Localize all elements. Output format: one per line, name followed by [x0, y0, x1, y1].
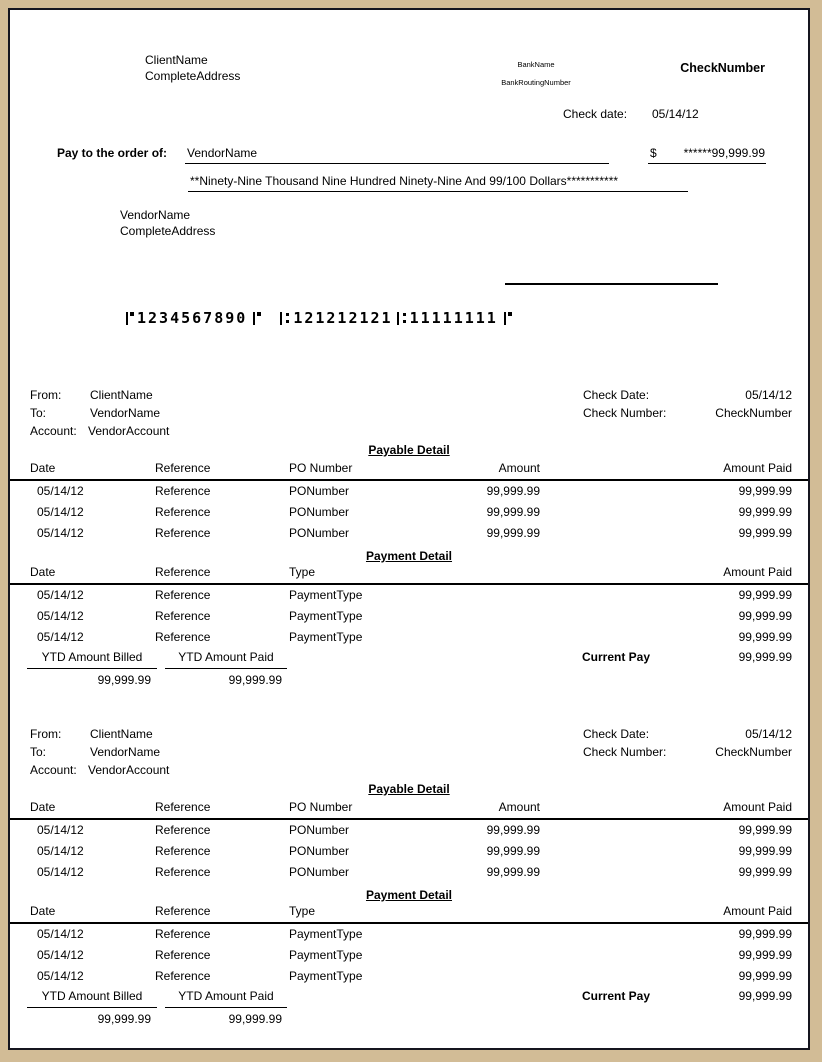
to-value: VendorName	[90, 406, 161, 420]
micr-check-digits: 11111111	[409, 309, 498, 327]
payment-row-type: PaymentType	[289, 948, 363, 962]
pay-to-order-label: Pay to the order of:	[57, 146, 168, 160]
current-pay-value: 99,999.99	[738, 989, 792, 1003]
payment-row-type: PaymentType	[289, 927, 363, 941]
account-label: Account:	[30, 424, 77, 438]
col-header-date: Date	[30, 904, 56, 918]
from-label: From:	[30, 727, 62, 741]
payment-row-date: 05/14/12	[37, 630, 84, 644]
col-header-date: Date	[30, 800, 56, 814]
payment-row-type: PaymentType	[289, 630, 363, 644]
signature-line	[505, 283, 718, 285]
ytd-amount-billed-value: 99,999.99	[97, 1012, 151, 1026]
to-label: To:	[30, 406, 47, 420]
col-header-reference: Reference	[155, 904, 211, 918]
amount-in-words: **Ninety-Nine Thousand Nine Hundred Ninety-Nine And 99/100 Dollars***********	[190, 174, 619, 188]
stub-check-date-label: Check Date:	[583, 388, 650, 402]
payee-address-line: CompleteAddress	[120, 224, 216, 238]
payee-name: VendorName	[187, 146, 258, 160]
payment-row-date: 05/14/12	[37, 969, 84, 983]
payable-row-paid: 99,999.99	[738, 844, 792, 858]
account-value: VendorAccount	[88, 424, 170, 438]
client-name: ClientName	[145, 53, 208, 67]
payable-row-amount: 99,999.99	[486, 526, 540, 540]
payment-row-date: 05/14/12	[37, 948, 84, 962]
payable-row-po: PONumber	[289, 865, 350, 879]
check-number: CheckNumber	[680, 61, 765, 75]
col-header-amount-paid: Amount Paid	[723, 565, 792, 579]
payable-row-po: PONumber	[289, 484, 350, 498]
col-header-reference: Reference	[155, 565, 211, 579]
header-divider-line	[10, 818, 808, 820]
micr-onus-icon	[250, 312, 261, 325]
payable-row-paid: 99,999.99	[738, 526, 792, 540]
current-pay-label: Current Pay	[582, 989, 651, 1003]
payable-row-date: 05/14/12	[37, 823, 84, 837]
col-header-type: Type	[289, 565, 316, 579]
stub-check-date-value: 05/14/12	[745, 727, 792, 741]
client-address: CompleteAddress	[145, 69, 241, 83]
payee-underline	[185, 163, 609, 164]
check-date-label: Check date:	[563, 107, 628, 121]
payable-row-po: PONumber	[289, 844, 350, 858]
header-divider-line	[10, 479, 808, 481]
payable-row-amount: 99,999.99	[486, 844, 540, 858]
account-label: Account:	[30, 763, 77, 777]
from-value: ClientName	[90, 727, 153, 741]
col-header-amount-paid: Amount Paid	[723, 904, 792, 918]
payment-row-type: PaymentType	[289, 969, 363, 983]
col-header-date: Date	[30, 565, 56, 579]
payable-row-paid: 99,999.99	[738, 505, 792, 519]
payable-row-paid: 99,999.99	[738, 484, 792, 498]
col-header-amount: Amount	[498, 461, 540, 475]
payment-row-type: PaymentType	[289, 609, 363, 623]
payment-row-reference: Reference	[155, 630, 211, 644]
col-header-amount-paid: Amount Paid	[723, 461, 792, 475]
payment-row-paid: 99,999.99	[738, 609, 792, 623]
account-value: VendorAccount	[88, 763, 170, 777]
payable-row-paid: 99,999.99	[738, 823, 792, 837]
stub-check-date-value: 05/14/12	[745, 388, 792, 402]
current-pay-value: 99,999.99	[738, 650, 792, 664]
payable-row-amount: 99,999.99	[486, 865, 540, 879]
micr-routing-digits: 121212121	[293, 309, 393, 327]
ytd-amount-paid-value: 99,999.99	[228, 673, 282, 687]
payment-row-reference: Reference	[155, 927, 211, 941]
payment-row-paid: 99,999.99	[738, 588, 792, 602]
micr-transit-icon	[396, 312, 407, 325]
payable-detail-title: Payable Detail	[368, 443, 450, 457]
col-header-amount-paid: Amount Paid	[723, 800, 792, 814]
stub-check-number-value: CheckNumber	[715, 745, 792, 759]
payment-row-date: 05/14/12	[37, 609, 84, 623]
remittance-stub	[10, 388, 808, 690]
col-header-reference: Reference	[155, 461, 211, 475]
stub-check-number-label: Check Number:	[583, 406, 667, 420]
to-label: To:	[30, 745, 47, 759]
payable-row-date: 05/14/12	[37, 844, 84, 858]
payment-row-reference: Reference	[155, 609, 211, 623]
stub-check-number-value: CheckNumber	[715, 406, 792, 420]
header-divider-line	[10, 583, 808, 585]
from-value: ClientName	[90, 388, 153, 402]
amount-words-underline	[188, 191, 688, 192]
micr-transit-icon	[279, 312, 290, 325]
col-header-date: Date	[30, 461, 56, 475]
remittance-stub	[10, 727, 808, 1029]
col-header-po-number: PO Number	[289, 800, 353, 814]
payable-row-reference: Reference	[155, 844, 211, 858]
bank-name: BankName	[517, 60, 555, 69]
payment-row-paid: 99,999.99	[738, 630, 792, 644]
payable-row-reference: Reference	[155, 823, 211, 837]
ytd-amount-paid-label: YTD Amount Paid	[165, 989, 287, 1008]
payable-row-date: 05/14/12	[37, 505, 84, 519]
col-header-type: Type	[289, 904, 316, 918]
payee-address-name: VendorName	[120, 208, 191, 222]
payment-detail-title: Payment Detail	[365, 888, 453, 902]
stub-check-number-label: Check Number:	[583, 745, 667, 759]
check-document-page	[8, 8, 810, 1050]
bank-routing-number: BankRoutingNumber	[501, 78, 571, 87]
check-date-value: 05/14/12	[652, 107, 699, 121]
currency-symbol: $	[650, 146, 657, 160]
payable-row-amount: 99,999.99	[486, 484, 540, 498]
payment-row-date: 05/14/12	[37, 588, 84, 602]
payable-row-reference: Reference	[155, 865, 211, 879]
payment-row-paid: 99,999.99	[738, 969, 792, 983]
micr-onus-icon	[123, 312, 134, 325]
payable-row-date: 05/14/12	[37, 526, 84, 540]
payable-row-date: 05/14/12	[37, 865, 84, 879]
payable-row-date: 05/14/12	[37, 484, 84, 498]
payable-row-po: PONumber	[289, 823, 350, 837]
ytd-amount-billed-label: YTD Amount Billed	[27, 650, 157, 669]
payable-row-reference: Reference	[155, 526, 211, 540]
amount-underline	[648, 163, 766, 164]
header-divider-line	[10, 922, 808, 924]
payment-detail-title: Payment Detail	[365, 549, 453, 563]
payment-row-reference: Reference	[155, 948, 211, 962]
stub-check-date-label: Check Date:	[583, 727, 650, 741]
ytd-amount-paid-value: 99,999.99	[228, 1012, 282, 1026]
payment-row-type: PaymentType	[289, 588, 363, 602]
payable-row-reference: Reference	[155, 505, 211, 519]
current-pay-label: Current Pay	[582, 650, 651, 664]
payable-row-paid: 99,999.99	[738, 865, 792, 879]
from-label: From:	[30, 388, 62, 402]
payment-row-date: 05/14/12	[37, 927, 84, 941]
ytd-amount-paid-label: YTD Amount Paid	[165, 650, 287, 669]
micr-account-digits: 1234567890	[137, 309, 248, 327]
ytd-amount-billed-value: 99,999.99	[97, 673, 151, 687]
payable-row-reference: Reference	[155, 484, 211, 498]
payment-row-reference: Reference	[155, 969, 211, 983]
payment-row-paid: 99,999.99	[738, 927, 792, 941]
payment-row-paid: 99,999.99	[738, 948, 792, 962]
payable-row-amount: 99,999.99	[486, 505, 540, 519]
payable-row-amount: 99,999.99	[486, 823, 540, 837]
payable-detail-title: Payable Detail	[368, 782, 450, 796]
to-value: VendorName	[90, 745, 161, 759]
payable-row-po: PONumber	[289, 526, 350, 540]
col-header-po-number: PO Number	[289, 461, 353, 475]
micr-line	[120, 311, 515, 325]
payable-row-po: PONumber	[289, 505, 350, 519]
col-header-reference: Reference	[155, 800, 211, 814]
ytd-amount-billed-label: YTD Amount Billed	[27, 989, 157, 1008]
payment-row-reference: Reference	[155, 588, 211, 602]
amount-numeric: ******99,999.99	[683, 146, 765, 160]
col-header-amount: Amount	[498, 800, 540, 814]
micr-onus-icon	[501, 312, 512, 325]
